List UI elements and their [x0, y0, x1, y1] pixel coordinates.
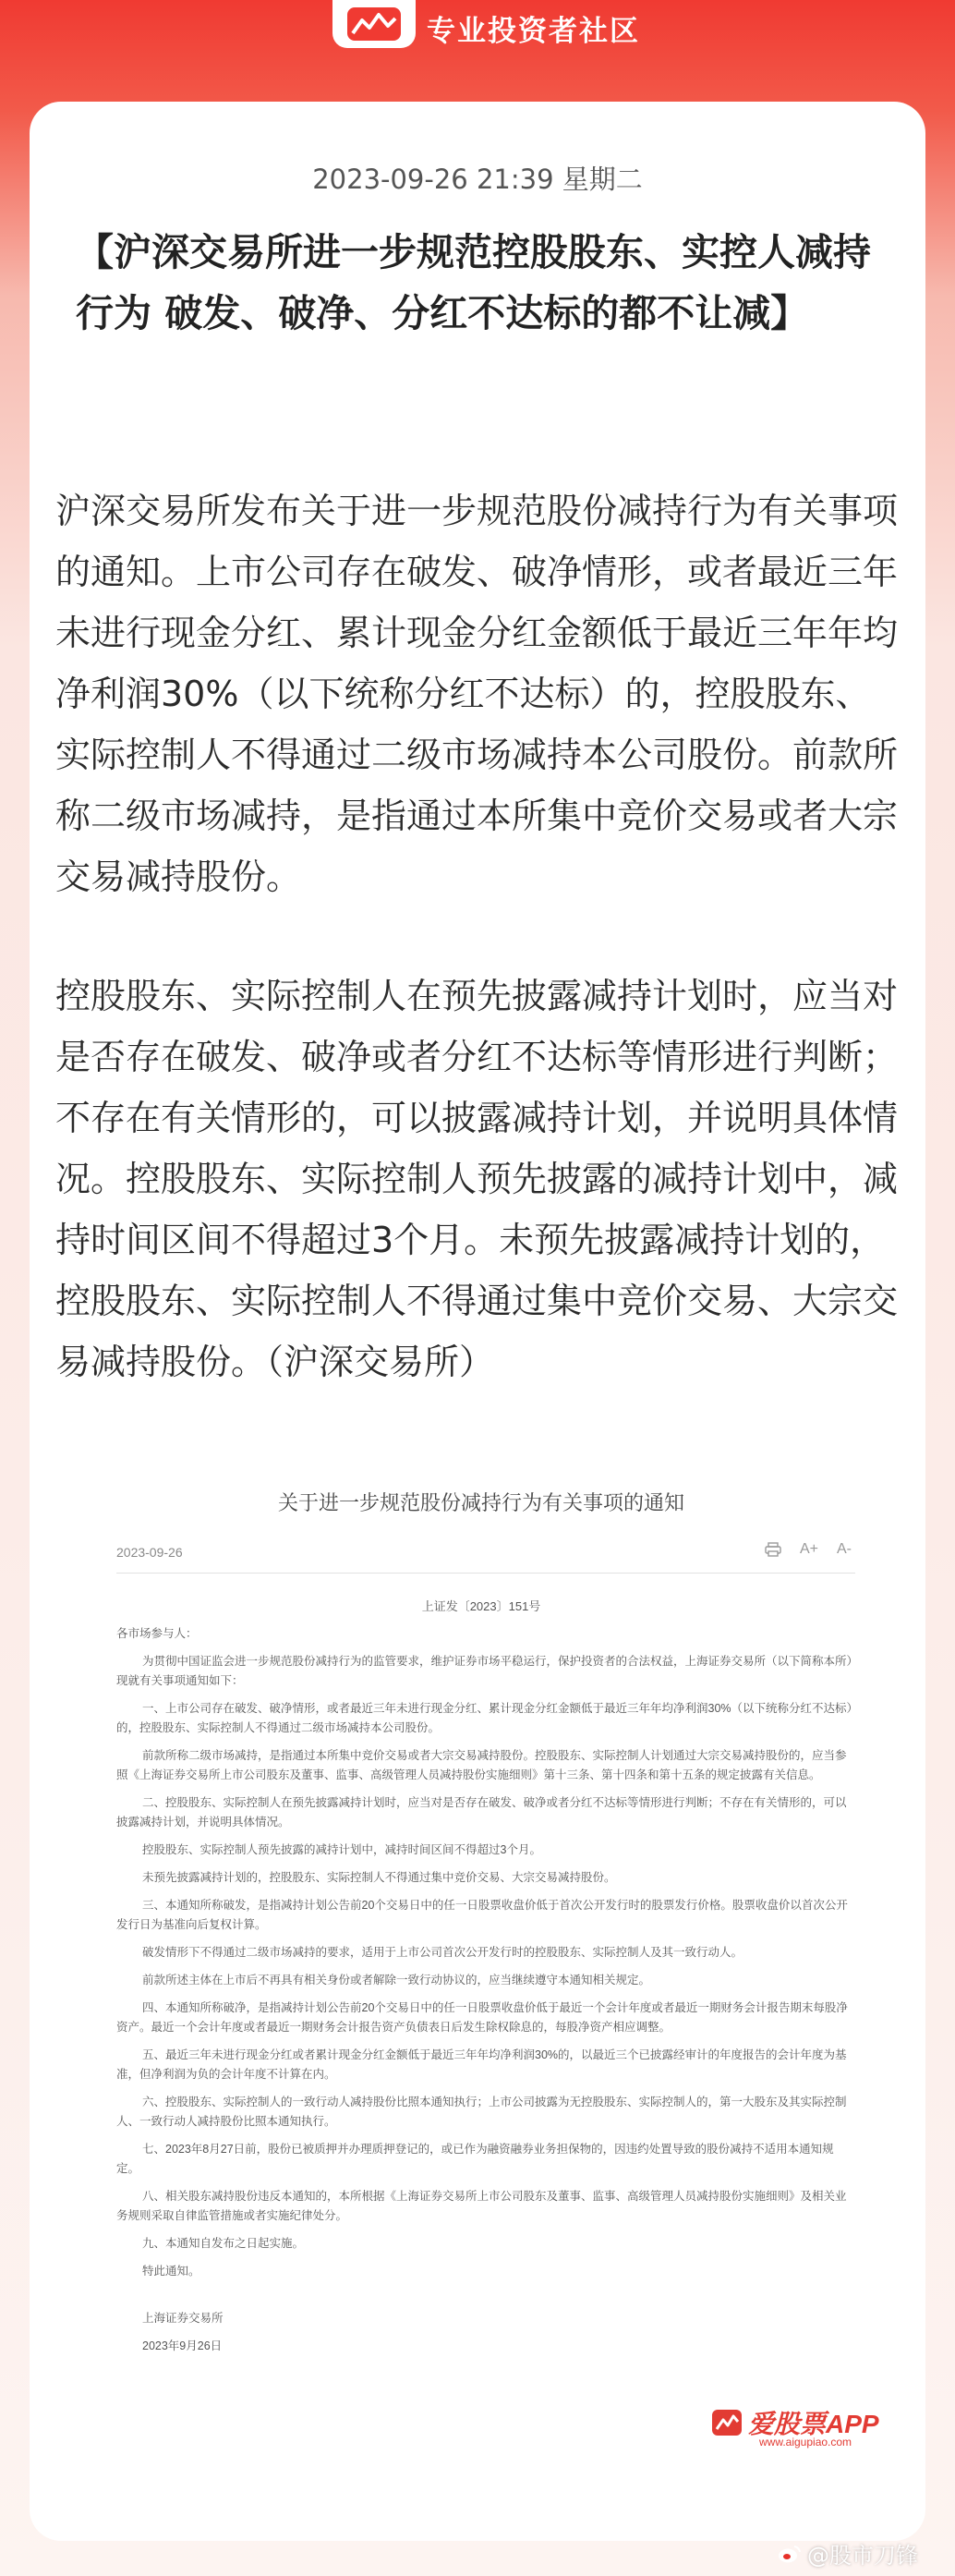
font-increase-icon: A+	[799, 1541, 818, 1557]
aigupiao-logo-icon	[711, 2409, 743, 2436]
printer-icon	[765, 1542, 781, 1557]
notice-paragraph: 特此通知。	[142, 2265, 200, 2278]
notice-paragraph: 未预先披露减持计划的，控股股东、实际控制人不得通过集中竞价交易、大宗交易减持股份。	[142, 1871, 616, 1884]
article-date: 2023-09-26 21:39 星期二	[312, 164, 643, 195]
notice-divider	[116, 1573, 855, 1574]
weibo-icon	[778, 2544, 802, 2564]
notice-signature: 上海证券交易所	[142, 2312, 224, 2325]
notice-paragraph: 七、2023年8月27日前，股份已被质押并办理质押登记的，或已作为融资融券业务担保物的，因违约处置导致的股份减持不适用本通知规定。	[116, 2143, 834, 2175]
notice-signature-date: 2023年9月26日	[142, 2339, 223, 2352]
font-decrease-icon: A-	[837, 1541, 852, 1557]
notice-paragraph: 前款所称二级市场减持，是指通过本所集中竞价交易或者大宗交易减持股份。控股股东、实际控制人计划通过大宗交易减持股份的，应当参照《上海证券交易所上市公司股东及董事、监事、高级管理人员减持股份实施细则》第十三条、第十四条和第十五条的规定披露有关信息。	[116, 1749, 847, 1781]
notice-toolbar	[765, 1541, 852, 1558]
notice-paragraph: 一、上市公司存在破发、破净情形，或者最近三年未进行现金分红、累计现金分红金额低于最近三年年均净利润30%（以下统称分红不达标）的，控股股东、实际控制人不得通过二级市场减持本公司股份。	[116, 1702, 852, 1734]
notice-image[interactable]	[70, 1488, 892, 2522]
top-bar	[0, 0, 955, 65]
notice-paragraph: 为贯彻中国证监会进一步规范股份减持行为的监管要求，维护证券市场平稳运行，保护投资者的合法权益，上海证券交易所（以下简称本所）现就有关事项通知如下：	[116, 1655, 852, 1687]
logo-chart-icon	[345, 6, 403, 43]
article-paragraph-2: 控股股东、实际控制人在预先披露减持计划时，应当对是否存在破发、破净或者分红不达标等情形进行判断；不存在有关情形的，可以披露减持计划，并说明具体情况。控股股东、实际控制人预先披露的减持计划中，减持时间区间不得超过3个月。未预先披露减持计划的，控股股东、实际控制人不得通过集中竞价交易、大宗交易减持股份。（沪深交易所）	[55, 976, 899, 1382]
notice-paragraph: 五、最近三年未进行现金分红或者累计现金分红金额低于最近三年年均净利润30%的，以最近三个已披露经审计的年度报告的会计年度为基准，但净利润为负的会计年度不计算在内。	[116, 2048, 847, 2081]
article-card	[30, 102, 925, 2541]
watermark-url: www.aigupiao.com	[759, 2436, 852, 2448]
article-headline: 【沪深交易所进一步规范控股股东、实控人减持行为 破发、破净、分红不达标的都不让减】	[76, 230, 871, 335]
notice-salutation: 各市场参与人：	[116, 1627, 198, 1640]
notice-paragraph: 六、控股股东、实际控制人的一致行动人减持股份比照本通知执行；上市公司披露为无控股股东、实际控制人的，第一大股东及其实际控制人、一致行动人减持股份比照本通知执行。	[116, 2096, 847, 2128]
notice-paragraph: 九、本通知自发布之日起实施。	[142, 2237, 305, 2250]
notice-body	[116, 1624, 855, 2364]
notice-paragraph: 八、相关股东减持股份违反本通知的，本所根据《上海证券交易所上市公司股东及董事、监事、高级管理人员减持股份实施细则》及相关业务规则采取自律监管措施或者实施纪律处分。	[116, 2190, 847, 2222]
weibo-handle: @股市刀锋	[807, 2543, 918, 2569]
app-logo[interactable]	[332, 0, 416, 48]
article-paragraph-1: 沪深交易所发布关于进一步规范股份减持行为有关事项的通知。上市公司存在破发、破净情形，或者最近三年未进行现金分红、累计现金分红金额低于最近三年年均净利润30%（以下统称分红不达标）的，控股股东、实际控制人不得通过二级市场减持本公司股份。前款所称二级市场减持，是指通过本所集中竞价交易或者大宗交易减持股份。	[55, 491, 899, 897]
notice-paragraph: 三、本通知所称破发，是指减持计划公告前20个交易日中的任一日股票收盘价低于首次公开发行时的股票发行价格。股票收盘价以首次公开发行日为基准向后复权计算。	[116, 1899, 848, 1931]
community-title: 专业投资者社区	[427, 15, 640, 48]
notice-paragraph: 二、控股股东、实际控制人在预先披露减持计划时，应当对是否存在破发、破净或者分红不达标等情形进行判断；不存在有关情形的，可以披露减持计划，并说明具体情况。	[116, 1796, 847, 1829]
notice-paragraph: 四、本通知所称破净，是指减持计划公告前20个交易日中的任一日股票收盘价低于最近一个会计年度或者最近一期财务会计报告期末每股净资产。最近一个会计年度或者最近一期财务会计报告资产负债表日后发生除权除息的，每股净资产相应调整。	[116, 2001, 848, 2034]
watermark-brand: 爱股票APP	[748, 2410, 879, 2438]
weibo-watermark	[778, 2537, 918, 2570]
notice-paragraph: 前款所述主体在上市后不再具有相关身份或者解除一致行动协议的，应当继续遵守本通知相关规定。	[142, 1974, 651, 1987]
notice-doc-number: 上证发〔2023〕151号	[421, 1599, 541, 1613]
notice-date: 2023-09-26	[116, 1545, 183, 1560]
notice-paragraph: 控股股东、实际控制人预先披露的减持计划中，减持时间区间不得超过3个月。	[142, 1843, 541, 1856]
notice-paragraph: 破发情形下不得通过二级市场减持的要求，适用于上市公司首次公开发行时的控股股东、实际控制人及其一致行动人。	[142, 1946, 743, 1959]
notice-title: 关于进一步规范股份减持行为有关事项的通知	[277, 1491, 684, 1514]
